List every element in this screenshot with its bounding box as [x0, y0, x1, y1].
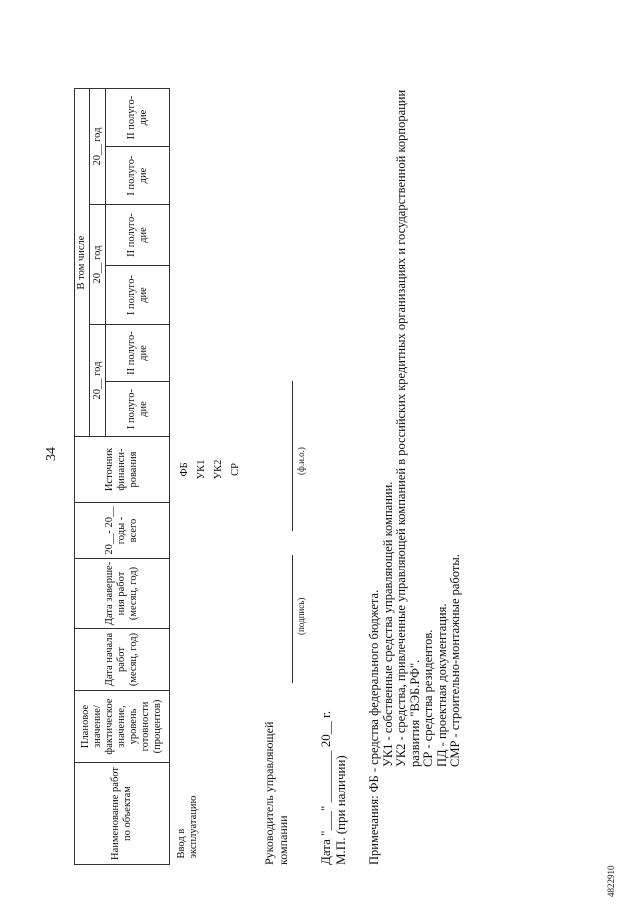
- header-half1: I полуго- дие: [106, 382, 170, 437]
- page-number: 34: [44, 447, 59, 461]
- signature-line: [292, 555, 293, 683]
- note-item: УК1 - собственные средства управляющей компании.: [380, 481, 395, 767]
- notes: [368, 45, 463, 865]
- header-year-2: 20__ год: [90, 205, 106, 325]
- header-start-date: Дата начала работ (месяц, год): [75, 629, 170, 691]
- signature-role: Руководитель управляющей компании: [262, 721, 290, 865]
- name-line: [292, 381, 293, 531]
- note-item: ПД - проектная документация.: [434, 603, 449, 767]
- header-end-date: Дата заверше- ния работ (месяц, год): [75, 559, 170, 629]
- source-item: УК2: [213, 459, 224, 480]
- header-including: В том числе: [75, 89, 90, 437]
- header-name: Наименование работ по объектам: [75, 763, 170, 865]
- source-list: [170, 437, 246, 503]
- header-half2: II полуго- дие: [106, 89, 170, 147]
- header-year-1: 20__ год: [90, 325, 106, 437]
- source-item: СР: [230, 463, 241, 476]
- header-value: Плановое значение/ фактическое значение, уровень готовности (процентов): [75, 691, 170, 763]
- note-first: Примечания: ФБ - средства федерального бюджета.: [367, 589, 381, 865]
- signature-hint: (подпись): [296, 597, 306, 635]
- row-commissioning: Ввод в эксплуатацию: [176, 795, 199, 859]
- stamp-line: М.П. (при наличии): [333, 755, 348, 865]
- note-item: СМР - строительно-монтажные работы.: [448, 554, 462, 767]
- header-year-3: 20__ год: [90, 89, 106, 205]
- source-item: ФБ: [179, 462, 190, 477]
- header-half2: II полуго- дие: [106, 325, 170, 382]
- note-item: СР - средства резидентов.: [421, 629, 435, 767]
- source-item: УК1: [196, 459, 207, 480]
- header-total: 20__- 20__ годы - всего: [75, 503, 170, 559]
- works-table: [74, 88, 246, 865]
- header-source: Источник финанси- рования: [75, 437, 170, 503]
- document-id: 4822910: [606, 865, 616, 897]
- header-half1: I полуго- дие: [106, 266, 170, 325]
- note-item: УК2 - средства, привлеченные управляющей компанией в российских кредитных организациях и государственной корпорации развития "ВЭБ.РФ".: [394, 89, 422, 767]
- date-line: Дата "___" ________ 20__ г.: [318, 710, 333, 865]
- header-half1: I полуго- дие: [106, 147, 170, 205]
- name-hint: (ф.и.о.): [296, 447, 306, 475]
- header-half2: II полуго- дие: [106, 205, 170, 266]
